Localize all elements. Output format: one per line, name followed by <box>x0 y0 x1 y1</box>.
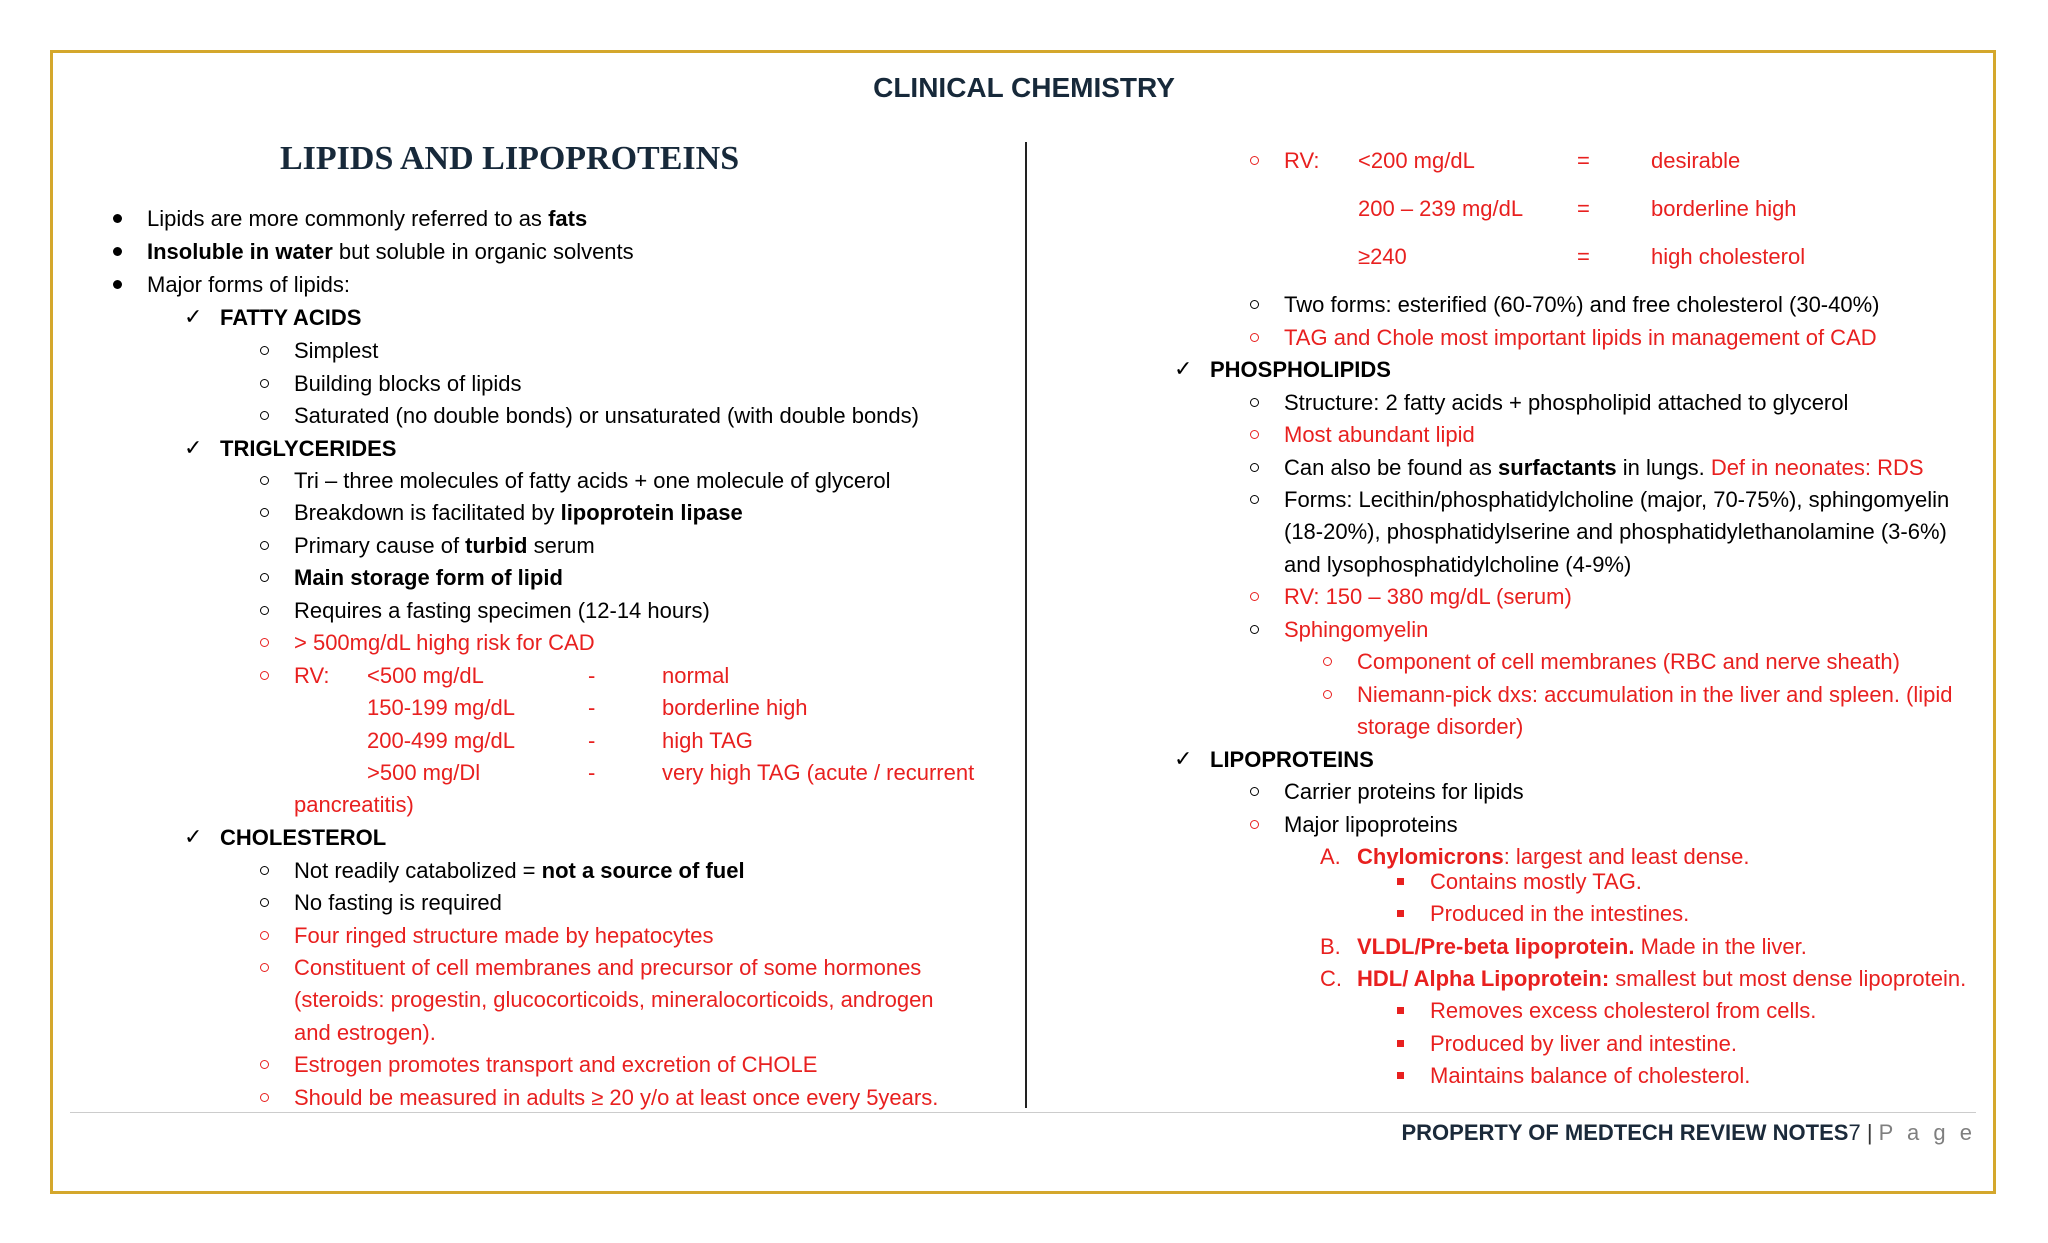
bullet-icon <box>113 280 122 289</box>
circle-bullet-icon <box>1250 430 1259 439</box>
circle-bullet-icon <box>1323 657 1332 666</box>
square-bullet-icon <box>1397 1040 1404 1047</box>
square-bullet-icon <box>1397 1007 1404 1014</box>
circle-bullet-icon <box>1250 495 1259 504</box>
list-item-cont: and estrogen). <box>294 1020 436 1045</box>
bullet-icon <box>113 214 122 223</box>
sub-item: Produced in the intestines. <box>1430 901 1690 926</box>
rv-desc: high TAG <box>662 728 753 753</box>
list-item: Estrogen promotes transport and excretion of CHOLE <box>294 1052 818 1077</box>
sub-item: Removes excess cholesterol from cells. <box>1430 998 1817 1023</box>
checkmark-icon: ✓ <box>184 824 203 849</box>
rv-range: <200 mg/dL <box>1358 148 1475 173</box>
bullet-fats: Lipids are more commonly referred to as fats <box>147 206 588 231</box>
list-item: > 500mg/dL highg risk for CAD <box>294 630 595 655</box>
circle-bullet-icon <box>260 379 269 388</box>
circle-bullet-icon <box>1250 625 1259 634</box>
list-item: Two forms: esterified (60-70%) and free cholesterol (30-40%) <box>1284 292 1880 317</box>
rv-desc: borderline high <box>662 695 808 720</box>
circle-bullet-icon <box>260 963 269 972</box>
sub-list-item: Component of cell membranes (RBC and nerve sheath) <box>1357 649 1900 674</box>
sub-item: Produced by liver and intestine. <box>1430 1031 1737 1056</box>
circle-bullet-icon <box>260 606 269 615</box>
rv-desc: high cholesterol <box>1651 244 1806 269</box>
list-item: Primary cause of turbid serum <box>294 533 595 558</box>
list-item: Tri – three molecules of fatty acids + one molecule of glycerol <box>294 468 891 493</box>
list-item: Can also be found as surfactants in lungs. Def in neonates: RDS <box>1284 455 1924 480</box>
heading-phospholipids: PHOSPHOLIPIDS <box>1210 357 1391 382</box>
page-header: CLINICAL CHEMISTRY <box>873 72 1175 103</box>
checkmark-icon: ✓ <box>184 435 203 460</box>
page-footer: PROPERTY OF MEDTECH REVIEW NOTES7 | P a g e <box>1401 1120 1976 1145</box>
circle-bullet-icon <box>1250 820 1259 829</box>
letter-label: C. <box>1320 966 1342 991</box>
rv-range: ≥240 <box>1358 244 1407 269</box>
heading-cholesterol: CHOLESTEROL <box>220 825 387 850</box>
heading-triglycerides: TRIGLYCERIDES <box>220 436 397 461</box>
circle-bullet-icon <box>260 346 269 355</box>
list-item: Four ringed structure made by hepatocytes <box>294 923 714 948</box>
list-item: Structure: 2 fatty acids + phospholipid attached to glycerol <box>1284 390 1849 415</box>
list-item: Sphingomyelin <box>1284 617 1429 642</box>
list-item: Constituent of cell membranes and precursor of some hormones <box>294 955 922 980</box>
circle-bullet-icon <box>1250 398 1259 407</box>
lipoprotein-a: Chylomicrons: largest and least dense. <box>1357 844 1750 869</box>
list-item: Simplest <box>294 338 379 363</box>
rv-continuation: pancreatitis) <box>294 792 414 817</box>
rv-desc: borderline high <box>1651 196 1797 221</box>
letter-label: B. <box>1320 934 1341 959</box>
heading-lipoproteins: LIPOPROTEINS <box>1210 747 1374 772</box>
list-item: Carrier proteins for lipids <box>1284 779 1524 804</box>
circle-bullet-icon <box>260 898 269 907</box>
bullet-major-forms: Major forms of lipids: <box>147 272 350 297</box>
sub-list-item: Niemann-pick dxs: accumulation in the liver and spleen. (lipid <box>1357 682 1953 707</box>
circle-bullet-icon <box>260 1060 269 1069</box>
rv-range: 150-199 mg/dL <box>367 695 515 720</box>
rv-sep: - <box>588 760 596 785</box>
circle-bullet-icon <box>260 411 269 420</box>
list-item-cont: and lysophosphatidylcholine (4-9%) <box>1284 552 1632 577</box>
rv-sep: = <box>1577 148 1590 173</box>
list-item: TAG and Chole most important lipids in management of CAD <box>1284 325 1877 350</box>
list-item: Main storage form of lipid <box>294 565 563 590</box>
rv-desc: normal <box>662 663 730 688</box>
list-item: Forms: Lecithin/phosphatidylcholine (major, 70-75%), sphingomyelin <box>1284 487 1950 512</box>
rv-sep: - <box>588 695 596 720</box>
lipoprotein-b: VLDL/Pre-beta lipoprotein. Made in the liver. <box>1357 934 1807 959</box>
rv-range: >500 mg/Dl <box>367 760 481 785</box>
circle-bullet-icon <box>260 671 269 680</box>
lipoprotein-c: HDL/ Alpha Lipoprotein: smallest but most dense lipoprotein. <box>1357 966 1967 991</box>
circle-bullet-icon <box>260 931 269 940</box>
list-item-cont: (steroids: progestin, glucocorticoids, mineralocorticoids, androgen <box>294 987 934 1012</box>
rv-label: RV: <box>294 663 330 688</box>
list-item: No fasting is required <box>294 890 502 915</box>
heading-fatty-acids: FATTY ACIDS <box>220 305 362 330</box>
rv-desc: desirable <box>1651 148 1741 173</box>
sub-item: Contains mostly TAG. <box>1430 869 1642 894</box>
list-item: Major lipoproteins <box>1284 812 1458 837</box>
list-item: Requires a fasting specimen (12-14 hours) <box>294 598 710 623</box>
checkmark-icon: ✓ <box>1174 356 1193 381</box>
rv-sep: - <box>588 728 596 753</box>
list-item: Saturated (no double bonds) or unsaturated (with double bonds) <box>294 403 919 428</box>
circle-bullet-icon <box>260 638 269 647</box>
circle-bullet-icon <box>260 476 269 485</box>
list-item: RV: 150 – 380 mg/dL (serum) <box>1284 584 1572 609</box>
circle-bullet-icon <box>1250 156 1259 165</box>
circle-bullet-icon <box>1250 787 1259 796</box>
rv-desc: very high TAG (acute / recurrent <box>662 760 975 785</box>
rv-range: <500 mg/dL <box>367 663 484 688</box>
bullet-icon <box>113 247 122 256</box>
circle-bullet-icon <box>260 1093 269 1102</box>
sub-list-item-cont: storage disorder) <box>1357 714 1524 739</box>
letter-label: A. <box>1320 844 1341 869</box>
circle-bullet-icon <box>1250 463 1259 472</box>
list-item-cont: (18-20%), phosphatidylserine and phosphatidylethanolamine (3-6%) <box>1284 519 1947 544</box>
square-bullet-icon <box>1397 878 1404 885</box>
column-divider <box>1025 142 1027 1108</box>
sub-item: Maintains balance of cholesterol. <box>1430 1063 1751 1088</box>
square-bullet-icon <box>1397 1072 1404 1079</box>
bullet-insoluble: Insoluble in water but soluble in organic solvents <box>147 239 634 264</box>
rv-sep: - <box>588 663 596 688</box>
list-item: Building blocks of lipids <box>294 371 522 396</box>
rv-sep: = <box>1577 244 1590 269</box>
circle-bullet-icon <box>260 866 269 875</box>
list-item: Breakdown is facilitated by lipoprotein lipase <box>294 500 743 525</box>
circle-bullet-icon <box>1250 300 1259 309</box>
circle-bullet-icon <box>1250 592 1259 601</box>
circle-bullet-icon <box>1323 690 1332 699</box>
footer-rule <box>70 1112 1976 1113</box>
rv-range: 200-499 mg/dL <box>367 728 515 753</box>
circle-bullet-icon <box>1250 333 1259 342</box>
circle-bullet-icon <box>260 541 269 550</box>
rv-range: 200 – 239 mg/dL <box>1358 196 1524 221</box>
circle-bullet-icon <box>260 508 269 517</box>
rv-label: RV: <box>1284 148 1320 173</box>
square-bullet-icon <box>1397 910 1404 917</box>
checkmark-icon: ✓ <box>184 304 203 329</box>
list-item: Not readily catabolized = not a source of fuel <box>294 858 745 883</box>
rv-sep: = <box>1577 196 1590 221</box>
checkmark-icon: ✓ <box>1174 746 1193 771</box>
circle-bullet-icon <box>260 573 269 582</box>
list-item: Should be measured in adults ≥ 20 y/o at least once every 5years. <box>294 1085 939 1110</box>
list-item: Most abundant lipid <box>1284 422 1475 447</box>
section-title: LIPIDS AND LIPOPROTEINS <box>280 140 740 177</box>
